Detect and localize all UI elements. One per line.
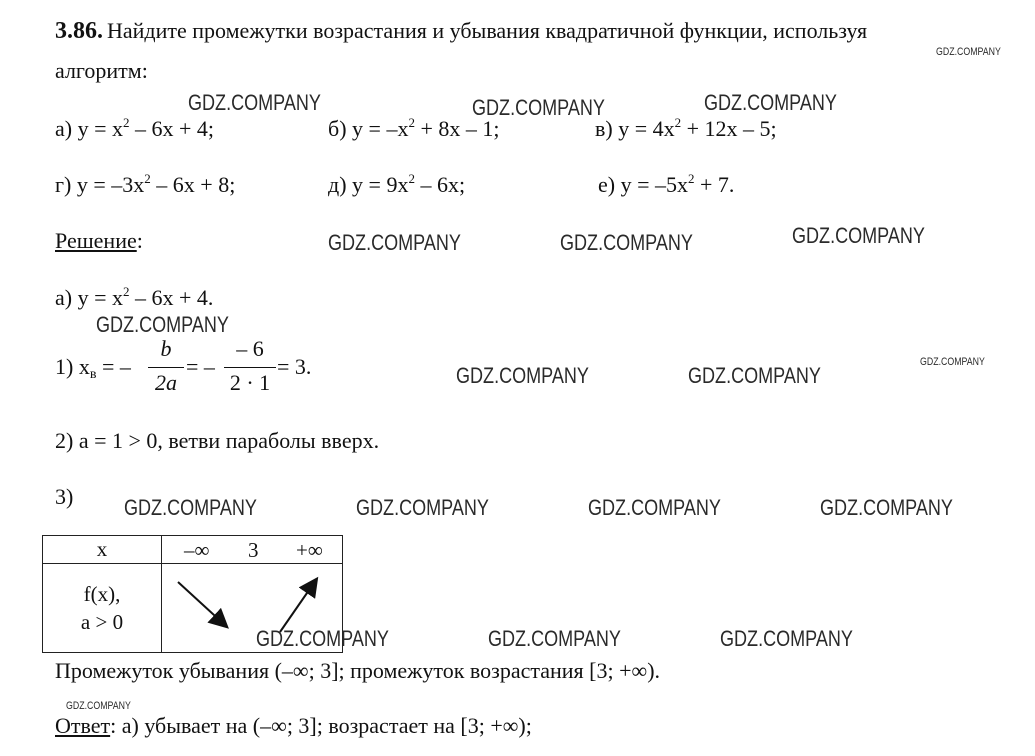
watermark: GDZ.COMPANY	[720, 626, 853, 651]
step2: 2) a = 1 > 0, ветви параболы вверх.	[55, 428, 380, 453]
fraction-denominator: 2 · 1	[229, 370, 271, 395]
item-g: г) $y = -3x^2 - 6x + 8$;	[55, 171, 236, 197]
watermark: GDZ.COMPANY	[936, 46, 1001, 58]
fraction-numerator: b	[160, 336, 172, 361]
watermark: GDZ.COMPANY	[456, 363, 589, 388]
fraction-b-over-2a	[148, 336, 184, 396]
task-heading	[55, 18, 867, 45]
watermark: GDZ.COMPANY	[820, 495, 953, 520]
watermark: GDZ.COMPANY	[256, 626, 389, 651]
table-header-x: x	[43, 536, 162, 564]
task-text: Найдите промежутки возрастания и убывания квадратичной функции, используя	[107, 18, 868, 43]
watermark: GDZ.COMPANY	[920, 356, 985, 368]
watermark: GDZ.COMPANY	[124, 495, 257, 520]
answer-text: : а) убывает на (–∞; 3]; возрастает на [3; +∞);	[110, 713, 532, 738]
watermark: GDZ.COMPANY	[688, 363, 821, 388]
watermark: GDZ.COMPANY	[488, 626, 621, 651]
solution-a-line: а) $y = x^2 - 6x + 4$.	[55, 284, 214, 310]
watermark: GDZ.COMPANY	[356, 495, 489, 520]
watermark: GDZ.COMPANY	[704, 90, 837, 115]
watermark: GDZ.COMPANY	[96, 312, 229, 337]
watermark: GDZ.COMPANY	[188, 90, 321, 115]
answer-label: Ответ	[55, 713, 111, 738]
item-e: е) $y = -5x^2 + 7$.	[598, 171, 735, 197]
watermark: GDZ.COMPANY	[588, 495, 721, 520]
step1-prefix: 1) $x_в$ = –	[55, 354, 131, 382]
watermark: GDZ.COMPANY	[792, 223, 925, 248]
item-v: в) $y = 4x^2 + 12x - 5$;	[595, 115, 777, 141]
increasing-arrow-icon	[280, 580, 316, 632]
step1-result: = 3.	[277, 354, 312, 379]
step3-label: 3)	[55, 484, 74, 509]
task-number: 3.86.	[55, 18, 103, 44]
table-row-label: f(x), a > 0	[43, 564, 162, 653]
item-b: б) $y = -x^2 + 8x - 1$;	[328, 115, 500, 141]
step1-eq2: = –	[186, 354, 215, 379]
item-a: а) $y = x^2 - 6x + 4$;	[55, 115, 215, 141]
table-header-values: –∞ 3 +∞	[162, 536, 343, 564]
fraction-denominator: 2a	[155, 370, 177, 395]
intervals-line: Промежуток убывания (–∞; 3]; промежуток возрастания [3; +∞).	[55, 658, 661, 683]
fraction-numerator: – 6	[236, 336, 264, 361]
fraction-minus6-over-2x1	[224, 336, 276, 396]
solution-heading: Решение:	[55, 228, 143, 253]
watermark: GDZ.COMPANY	[560, 230, 693, 255]
task-text-cont: алгоритм:	[55, 58, 148, 83]
answer-line	[55, 713, 532, 739]
watermark: GDZ.COMPANY	[66, 700, 131, 712]
item-d: д) $y = 9x^2 - 6x$;	[328, 171, 466, 197]
decreasing-arrow-icon	[178, 582, 226, 626]
watermark: GDZ.COMPANY	[328, 230, 461, 255]
watermark: GDZ.COMPANY	[472, 95, 605, 120]
